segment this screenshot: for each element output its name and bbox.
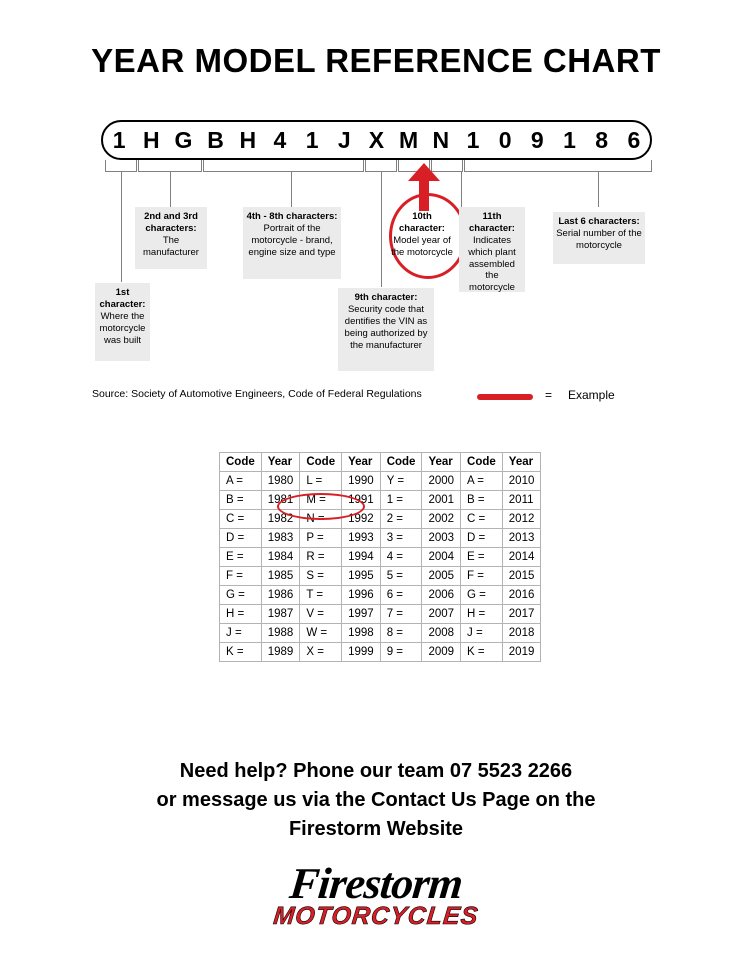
code-cell: 3 =	[380, 529, 422, 548]
code-cell: 2 =	[380, 510, 422, 529]
code-cell: 8 =	[380, 624, 422, 643]
table-row	[220, 586, 541, 605]
column-header: Code	[300, 453, 342, 472]
year-cell: 2016	[502, 586, 541, 605]
column-header: Code	[461, 453, 503, 472]
vin-number-capsule	[101, 120, 652, 160]
year-cell: 2018	[502, 624, 541, 643]
callout-tenth-character	[388, 207, 456, 273]
year-code-table	[219, 452, 541, 662]
callout-fourth-eighth-characters	[243, 207, 341, 279]
vin-char: 1	[305, 126, 319, 153]
code-cell: A =	[220, 472, 262, 491]
code-cell: 5 =	[380, 567, 422, 586]
help-line-1: Need help? Phone our team 07 5523 2266	[179, 760, 573, 782]
code-cell: B =	[461, 491, 503, 510]
table-row	[220, 491, 541, 510]
bracket-first-character	[105, 160, 137, 172]
year-cell: 2001	[422, 491, 461, 510]
year-cell: 1983	[261, 529, 300, 548]
code-cell: C =	[461, 510, 503, 529]
code-cell: Y =	[380, 472, 422, 491]
code-cell: G =	[461, 586, 503, 605]
year-cell: 1985	[261, 567, 300, 586]
year-cell: 1992	[342, 510, 381, 529]
vin-char: 6	[627, 126, 641, 153]
code-cell: E =	[461, 548, 503, 567]
code-cell: 6 =	[380, 586, 422, 605]
callout-body: Portrait of the motorcycle - brand, engine size and type	[248, 222, 336, 258]
code-cell: 4 =	[380, 548, 422, 567]
year-cell: 1986	[261, 586, 300, 605]
year-cell: 2002	[422, 510, 461, 529]
vin-char: H	[239, 126, 257, 153]
year-cell: 1988	[261, 624, 300, 643]
callout-eleventh-character	[459, 207, 525, 292]
callout-ninth-character	[338, 288, 434, 371]
table-row	[220, 605, 541, 624]
column-header: Year	[342, 453, 381, 472]
year-cell: 1996	[342, 586, 381, 605]
callout-second-third-characters	[135, 207, 207, 269]
table-header-row	[220, 453, 541, 472]
year-cell: 1994	[342, 548, 381, 567]
code-cell: F =	[461, 567, 503, 586]
legend-example-marker	[477, 394, 533, 400]
callout-heading: 2nd and 3rd characters:	[144, 211, 198, 234]
legend-equals-sign: =	[545, 388, 553, 402]
callout-body: Security code that dentifies the VIN as being authorized by the manufacturer	[344, 303, 428, 351]
code-cell: L =	[300, 472, 342, 491]
year-cell: 2019	[502, 643, 541, 662]
table-row	[220, 510, 541, 529]
code-cell: S =	[300, 567, 342, 586]
table-row	[220, 548, 541, 567]
column-header: Year	[502, 453, 541, 472]
vin-char: G	[174, 126, 193, 153]
code-cell: P =	[300, 529, 342, 548]
logo-wordmark: Firestorm	[287, 859, 465, 908]
year-cell: 1995	[342, 567, 381, 586]
year-cell: 1987	[261, 605, 300, 624]
bracket-fourth-eighth-characters	[203, 160, 364, 172]
table-row	[220, 567, 541, 586]
code-cell: J =	[220, 624, 262, 643]
code-cell: W =	[300, 624, 342, 643]
code-cell: 9 =	[380, 643, 422, 662]
code-cell: V =	[300, 605, 342, 624]
year-cell: 1993	[342, 529, 381, 548]
callout-body: Where the motorcycle was built	[99, 310, 146, 346]
vin-char: 9	[530, 126, 544, 153]
help-text	[0, 757, 752, 844]
code-cell: A =	[461, 472, 503, 491]
vin-char: 1	[466, 126, 480, 153]
year-cell: 1984	[261, 548, 300, 567]
code-cell: E =	[220, 548, 262, 567]
year-cell: 2006	[422, 586, 461, 605]
bracket-ninth-character	[365, 160, 397, 172]
vin-char: 0	[498, 126, 512, 153]
year-cell: 2013	[502, 529, 541, 548]
year-cell: 1990	[342, 472, 381, 491]
year-cell: 1982	[261, 510, 300, 529]
column-header: Year	[261, 453, 300, 472]
year-table	[219, 452, 541, 662]
logo-subtitle: MOTORCYCLES	[272, 902, 481, 930]
callout-body: Serial number of the motorcycle	[556, 227, 642, 251]
table-row	[220, 624, 541, 643]
callout-heading: 11th character:	[469, 211, 515, 234]
year-cell: 2014	[502, 548, 541, 567]
year-cell: 2011	[502, 491, 541, 510]
callout-heading: 10th character:	[399, 211, 445, 234]
column-header: Code	[220, 453, 262, 472]
leader-ninth-character	[381, 172, 382, 287]
vin-char: B	[207, 126, 224, 153]
callout-body: Indicates which plant assembled the motorcycle	[468, 234, 516, 294]
vin-char: M	[399, 126, 419, 153]
leader-second-third-characters	[170, 172, 171, 207]
callout-heading: Last 6 characters:	[558, 216, 640, 227]
code-cell: K =	[461, 643, 503, 662]
vin-char: 1	[112, 126, 126, 153]
bracket-last-six-characters	[464, 160, 652, 172]
year-cell: 2007	[422, 605, 461, 624]
year-cell: 2012	[502, 510, 541, 529]
code-cell: F =	[220, 567, 262, 586]
year-cell: 2004	[422, 548, 461, 567]
code-cell: T =	[300, 586, 342, 605]
firestorm-logo	[186, 858, 566, 936]
help-line-2: or message us via the Contact Us Page on the	[156, 789, 596, 811]
source-note: Source: Society of Automotive Engineers, Code of Federal Regulations	[92, 388, 422, 400]
year-cell: 1981	[261, 491, 300, 510]
year-cell: 2015	[502, 567, 541, 586]
vin-char: 4	[273, 126, 287, 153]
help-line-3: Firestorm Website	[288, 818, 464, 840]
year-cell: 2017	[502, 605, 541, 624]
vin-char: 8	[595, 126, 609, 153]
leader-fourth-eighth-characters	[291, 172, 292, 207]
column-header: Code	[380, 453, 422, 472]
callout-body: Model year of the motorcycle	[391, 234, 453, 258]
leader-eleventh-character	[461, 172, 462, 207]
code-cell: N =	[300, 510, 342, 529]
year-cell: 1989	[261, 643, 300, 662]
code-cell: D =	[220, 529, 262, 548]
code-cell: H =	[220, 605, 262, 624]
column-header: Year	[422, 453, 461, 472]
table-row	[220, 529, 541, 548]
code-cell: H =	[461, 605, 503, 624]
year-cell: 1991	[342, 491, 381, 510]
year-cell: 1997	[342, 605, 381, 624]
code-cell: M =	[300, 491, 342, 510]
year-cell: 1980	[261, 472, 300, 491]
code-cell: R =	[300, 548, 342, 567]
code-cell: K =	[220, 643, 262, 662]
callout-heading: 4th - 8th characters:	[246, 211, 338, 222]
vin-char: 1	[563, 126, 576, 153]
bracket-second-third-characters	[138, 160, 202, 172]
legend-example-label: Example	[568, 388, 615, 402]
vin-char: J	[337, 126, 351, 153]
code-cell: J =	[461, 624, 503, 643]
year-cell: 2000	[422, 472, 461, 491]
year-cell: 1998	[342, 624, 381, 643]
year-cell: 2003	[422, 529, 461, 548]
leader-first-character	[121, 172, 122, 282]
vin-char: N	[432, 126, 450, 153]
code-cell: B =	[220, 491, 262, 510]
vin-char: H	[142, 126, 160, 153]
page-title: YEAR MODEL REFERENCE CHART	[91, 42, 661, 79]
code-cell: 7 =	[380, 605, 422, 624]
code-cell: G =	[220, 586, 262, 605]
callout-last-six-characters	[553, 212, 645, 264]
callout-first-character	[95, 283, 150, 361]
year-cell: 2005	[422, 567, 461, 586]
table-row	[220, 643, 541, 662]
callout-heading: 1st character:	[99, 287, 146, 310]
code-cell: D =	[461, 529, 503, 548]
callout-heading: 9th character:	[354, 292, 418, 303]
code-cell: 1 =	[380, 491, 422, 510]
code-cell: C =	[220, 510, 262, 529]
year-cell: 2008	[422, 624, 461, 643]
table-row	[220, 472, 541, 491]
year-cell: 1999	[342, 643, 381, 662]
year-cell: 2010	[502, 472, 541, 491]
callout-body: The manufacturer	[143, 234, 199, 258]
code-cell: X =	[300, 643, 342, 662]
year-cell: 2009	[422, 643, 461, 662]
leader-last-six-characters	[598, 172, 599, 207]
vin-char: X	[368, 126, 385, 153]
